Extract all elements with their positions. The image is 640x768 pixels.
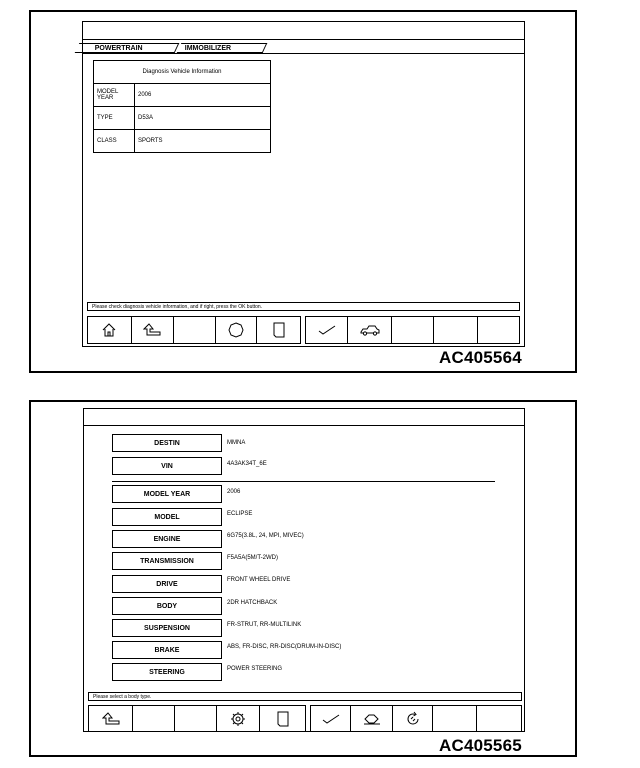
toolbar-blank-button[interactable]	[133, 706, 175, 731]
back-arrow-icon	[143, 323, 161, 337]
toolbar-blank-button[interactable]	[392, 317, 434, 343]
refresh-icon	[405, 711, 421, 727]
label-destin: DESTIN	[112, 434, 222, 452]
value-drive: FRONT WHEEL DRIVE	[227, 577, 291, 583]
status-bar: Please select a body type.	[88, 692, 522, 701]
row-label: CLASS	[94, 130, 135, 153]
diagnostic-screen-1	[82, 21, 525, 347]
back-button[interactable]	[132, 317, 175, 343]
label-body[interactable]: BODY	[112, 597, 222, 615]
row-label: TYPE	[94, 107, 135, 130]
panel-2	[29, 400, 577, 757]
toolbar-left	[88, 705, 306, 732]
row-value: 2006	[135, 84, 271, 107]
label-steering[interactable]: STEERING	[112, 663, 222, 681]
row-label: MODEL YEAR	[94, 84, 135, 107]
figure-caption: AC405564	[439, 348, 522, 367]
value-transmission: F5A5A(5M/T-2WD)	[227, 555, 279, 561]
erase-button[interactable]	[351, 706, 393, 731]
label-model-year[interactable]: MODEL YEAR	[112, 485, 222, 503]
toolbar-blank-button[interactable]	[175, 706, 217, 731]
title-bar	[84, 409, 524, 426]
toolbar-right	[310, 705, 522, 732]
eraser-icon	[363, 713, 381, 725]
title-bar	[83, 22, 524, 40]
value-engine: 6G75(3.8L, 24, MPI, MIVEC)	[227, 533, 304, 539]
circle-icon	[228, 322, 244, 338]
refresh-button[interactable]	[393, 706, 433, 731]
toolbar-blank-button[interactable]	[433, 706, 477, 731]
toolbar-blank-button[interactable]	[174, 317, 216, 343]
value-steering: POWER STEERING	[227, 666, 283, 672]
ok-button[interactable]	[306, 317, 348, 343]
ok-button[interactable]	[311, 706, 351, 731]
table-row	[94, 107, 271, 130]
status-bar: Please check diagnosis vehicle information, and if right, press the OK button.	[87, 302, 520, 311]
toolbar-right	[305, 316, 520, 344]
row-value: SPORTS	[135, 130, 271, 153]
page-icon	[272, 322, 286, 338]
tab-immobilizer[interactable]: IMMOBILIZER	[177, 43, 268, 53]
page-icon	[276, 711, 290, 727]
value-body: 2DR HATCHBACK	[227, 600, 278, 606]
figure-caption: AC405565	[439, 736, 522, 755]
toolbar-left	[87, 316, 301, 344]
table-row	[94, 130, 271, 153]
gear-icon	[230, 711, 246, 727]
toolbar-blank-button[interactable]	[477, 706, 521, 731]
label-suspension[interactable]: SUSPENSION	[112, 619, 222, 637]
car-icon	[360, 324, 380, 336]
value-vin: 4A3AK34T_6E	[227, 461, 267, 467]
vehicle-button[interactable]	[348, 317, 392, 343]
label-vin: VIN	[112, 457, 222, 475]
page-button[interactable]	[260, 706, 305, 731]
back-arrow-icon	[102, 712, 120, 726]
vehicle-info-table	[93, 60, 271, 153]
page-button[interactable]	[257, 317, 300, 343]
table-row	[94, 84, 271, 107]
check-icon	[318, 324, 336, 336]
back-button[interactable]	[89, 706, 133, 731]
circle-button[interactable]	[216, 317, 258, 343]
settings-button[interactable]	[217, 706, 260, 731]
value-suspension: FR-STRUT, RR-MULTILINK	[227, 622, 302, 628]
home-icon	[101, 322, 117, 338]
value-brake: ABS, FR-DISC, RR-DISC(DRUM-IN-DISC)	[227, 644, 342, 650]
table-header: Diagnosis Vehicle Information	[94, 61, 271, 84]
breadcrumb	[83, 42, 524, 54]
divider	[112, 481, 495, 482]
label-engine[interactable]: ENGINE	[112, 530, 222, 548]
label-transmission[interactable]: TRANSMISSION	[112, 552, 222, 570]
label-drive[interactable]: DRIVE	[112, 575, 222, 593]
toolbar-blank-button[interactable]	[434, 317, 478, 343]
panel-1	[29, 10, 577, 373]
tab-powertrain[interactable]: POWERTRAIN	[75, 43, 180, 53]
label-brake[interactable]: BRAKE	[112, 641, 222, 659]
value-destin: MMNA	[227, 440, 246, 446]
value-model-year: 2006	[227, 489, 241, 495]
row-value: D53A	[135, 107, 271, 130]
check-icon	[322, 713, 340, 725]
home-button[interactable]	[88, 317, 132, 343]
toolbar-blank-button[interactable]	[478, 317, 519, 343]
diagnostic-screen-2	[83, 408, 525, 732]
label-model[interactable]: MODEL	[112, 508, 222, 526]
value-model: ECLIPSE	[227, 511, 253, 517]
